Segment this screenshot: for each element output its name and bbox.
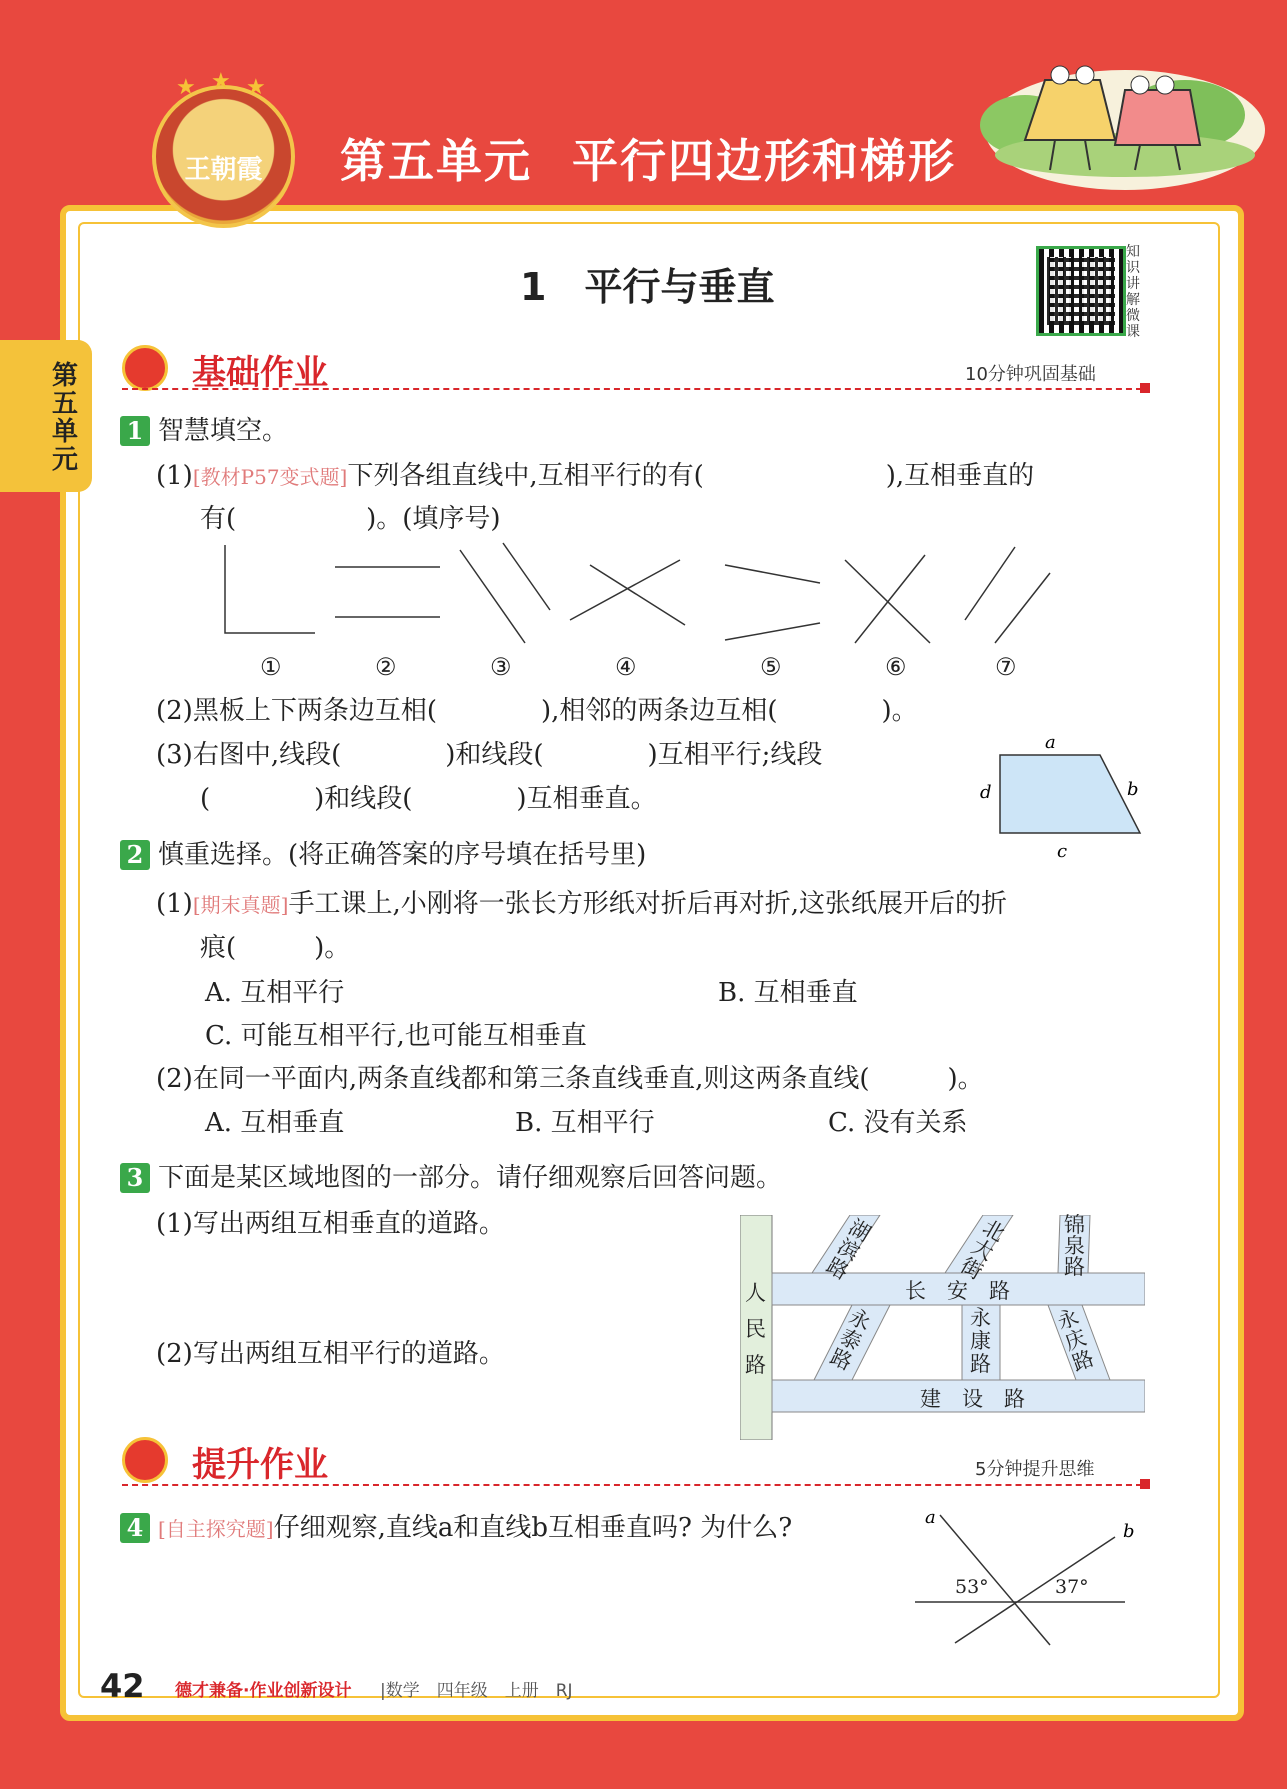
brand-logo	[152, 69, 295, 228]
section-title-advanced: 提升作业	[192, 1445, 328, 1485]
pair-7a	[965, 547, 1015, 620]
q2-p1-prefix: (1)	[156, 889, 193, 919]
trap-label-b: b	[1127, 779, 1139, 800]
q2-p1-source: [期末真题]	[192, 893, 289, 917]
q2-part1	[156, 883, 1007, 920]
map-label-hubin: 湖滨路	[822, 1215, 875, 1285]
star-icon: ★	[246, 75, 266, 100]
pair-1	[225, 545, 315, 633]
q2-p2-option-b: B. 互相平行	[515, 1108, 655, 1138]
unit-label: 第五单元	[340, 134, 532, 188]
divider-end	[1140, 1479, 1150, 1489]
q2-part2: (2)在同一平面内,两条直线都和第三条直线垂直,则这两条直线( )。	[156, 1064, 984, 1094]
megaphone-icon	[122, 345, 168, 391]
q1-title: 智慧填空。	[158, 416, 289, 446]
map-label-yongtai: 永泰路	[826, 1304, 875, 1376]
angle-figure	[910, 1505, 1140, 1650]
map-label-jinquan: 锦泉路	[1064, 1213, 1085, 1279]
q4-source: [自主探究题]	[158, 1517, 274, 1541]
q2-heading	[120, 834, 646, 871]
trap-label-a: a	[1045, 732, 1056, 753]
unit-name: 平行四边形和梯形	[572, 134, 956, 188]
q2-p2-option-c: C. 没有关系	[828, 1108, 968, 1138]
q3-part2: (2)写出两组互相平行的道路。	[156, 1339, 505, 1369]
q4-label-a: a	[925, 1507, 936, 1528]
line-pairs-figure	[215, 535, 1065, 685]
map-label-changan: 长 安 路	[905, 1279, 1010, 1303]
road-map	[740, 1215, 1145, 1440]
q1-p1-source: [教材P57变式题]	[192, 465, 348, 489]
q1-part3-line2: ( )和线段( )互相垂直。	[200, 784, 657, 814]
q2-p1-option-b: B. 互相垂直	[718, 978, 858, 1008]
side-tab-label: 第五单元	[51, 361, 78, 475]
pair-5a	[725, 565, 820, 583]
lesson-title: 1 平行与垂直	[520, 265, 775, 309]
section-divider	[122, 388, 1142, 390]
pair-5b	[725, 623, 820, 640]
q3-title: 下面是某区域地图的一部分。请仔细观察后回答问题。	[158, 1163, 783, 1193]
q1-p1-text: 下列各组直线中,互相平行的有( ),互相垂直的	[347, 461, 1035, 491]
qr-code-icon[interactable]	[1036, 246, 1126, 336]
divider-end	[1140, 383, 1150, 393]
q4-number: 4	[120, 1513, 150, 1543]
figure-label: ②	[375, 653, 397, 681]
logo-text: 王朝霞	[184, 155, 263, 185]
q1-part1-line2: 有( )。(填序号)	[200, 504, 501, 534]
q1-p1-prefix: (1)	[156, 461, 193, 491]
cartoon-illustration	[965, 30, 1265, 190]
map-label-jianshe: 建 设 路	[920, 1387, 1025, 1411]
footer-book-title: 德才兼备·作业创新设计	[175, 1681, 352, 1701]
q1-heading	[120, 410, 288, 447]
pair-7b	[995, 573, 1050, 643]
figure-label: ①	[260, 653, 282, 681]
pair-3a	[460, 550, 525, 643]
q3-number: 3	[120, 1163, 150, 1193]
unit-title	[340, 125, 956, 191]
q2-part1-line2: 痕( )。	[200, 933, 351, 963]
q1-part3-line1: (3)右图中,线段( )和线段( )互相平行;线段	[156, 740, 823, 770]
trapezoid-figure	[975, 730, 1155, 860]
section-title-basic: 基础作业	[192, 353, 328, 393]
star-icon: ★	[211, 69, 231, 94]
q4-body: 仔细观察,直线a和直线b互相垂直吗? 为什么?	[273, 1513, 793, 1543]
q4-text	[120, 1507, 792, 1544]
side-tab	[0, 340, 92, 492]
section-note-basic: 10分钟巩固基础	[965, 364, 1096, 385]
q2-p1-text: 手工课上,小刚将一张长方形纸对折后再对折,这张纸展开后的折	[288, 889, 1007, 919]
map-label-yongqing: 永庆路	[1054, 1304, 1098, 1376]
star-icon: ★	[176, 75, 196, 100]
pair-6b	[855, 555, 925, 643]
q2-title: 慎重选择。(将正确答案的序号填在括号里)	[158, 840, 647, 870]
q1-part1	[156, 455, 1034, 492]
q4-label-b: b	[1123, 1521, 1135, 1542]
figure-label: ③	[490, 653, 512, 681]
pair-4b	[590, 565, 685, 625]
trap-label-c: c	[1057, 841, 1068, 860]
q3-part1: (1)写出两组互相垂直的道路。	[156, 1209, 505, 1239]
figure-label: ⑤	[760, 653, 782, 681]
footer-book-info: |数学 四年级 上册 RJ	[380, 1681, 573, 1701]
pair-3b	[503, 543, 550, 610]
q1-part2: (2)黑板上下两条边互相( ),相邻的两条边互相( )。	[156, 696, 918, 726]
page-number: 42	[100, 1667, 145, 1705]
figure-label: ④	[615, 653, 637, 681]
megaphone-icon	[122, 1437, 168, 1483]
section-divider	[122, 1484, 1142, 1486]
q3-heading	[120, 1157, 782, 1194]
map-label-yongkang: 永康路	[970, 1306, 991, 1376]
q2-number: 2	[120, 840, 150, 870]
figure-label: ⑦	[995, 653, 1017, 681]
q2-p1-option-a: A. 互相平行	[205, 978, 345, 1008]
trap-label-d: d	[980, 782, 992, 803]
map-label-beidajie: 北大街	[956, 1215, 1009, 1285]
qr-label: 知识讲解微课	[1126, 244, 1140, 340]
map-label-renmin: 人民路	[745, 1281, 766, 1377]
figure-label: ⑥	[885, 653, 907, 681]
q4-angle-53: 53°	[955, 1576, 989, 1598]
q2-p1-option-c: C. 可能互相平行,也可能互相垂直	[205, 1021, 587, 1051]
q4-angle-37: 37°	[1055, 1576, 1089, 1598]
q2-p2-option-a: A. 互相垂直	[205, 1108, 345, 1138]
q1-number: 1	[120, 416, 150, 446]
section-note-advanced: 5分钟提升思维	[975, 1459, 1095, 1480]
